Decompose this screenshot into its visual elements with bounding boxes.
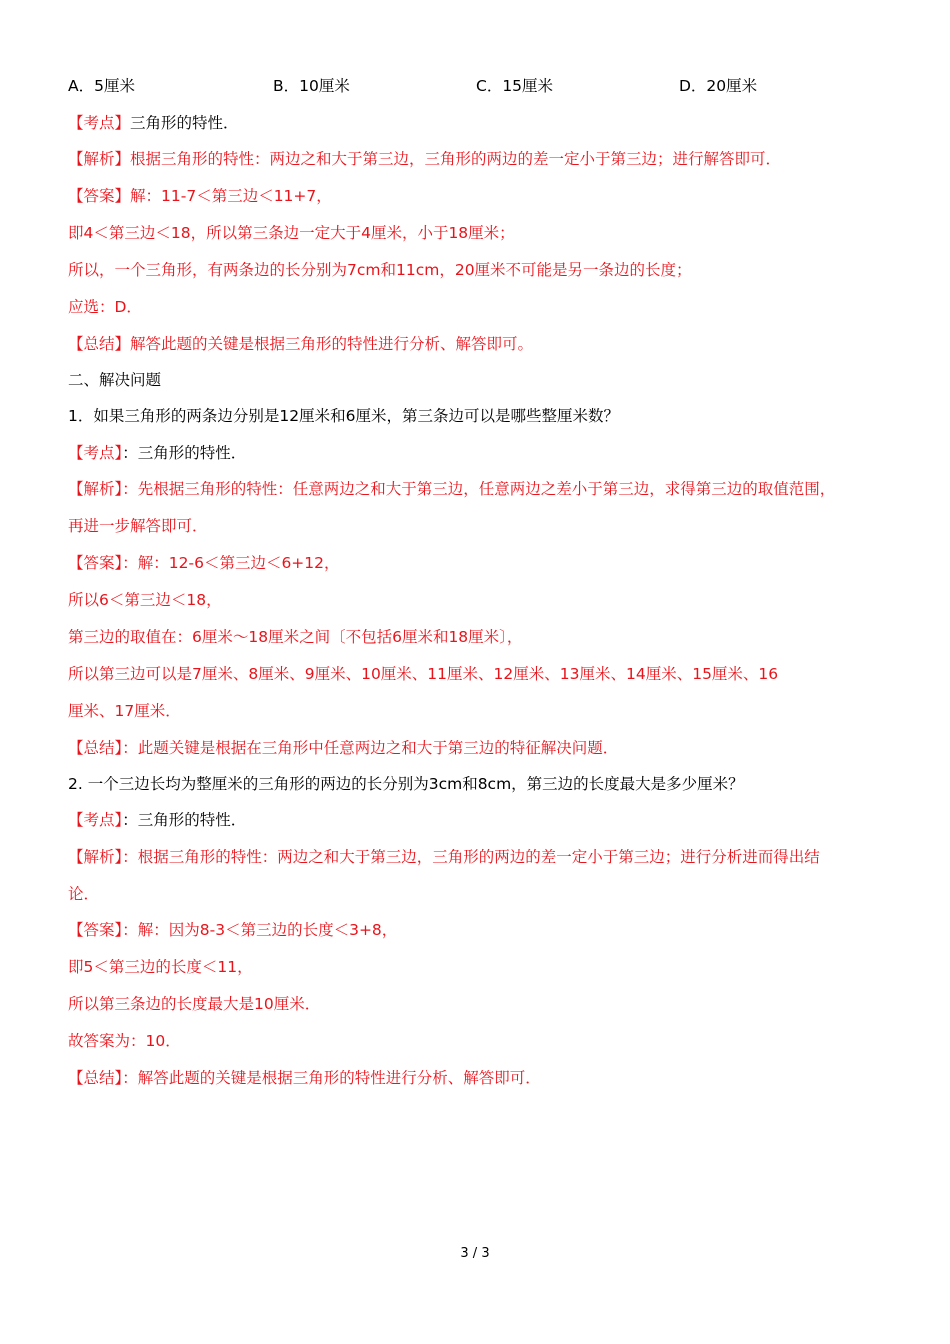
daan-tag: 【答案】 xyxy=(68,187,131,205)
q1-answer-line: 应选：D． xyxy=(68,298,142,316)
option-b: B．10厘米 xyxy=(273,77,350,95)
problem-1-question: 1．如果三角形的两条边分别是12厘米和6厘米，第三条边可以是哪些整厘米数？ xyxy=(68,407,619,425)
zongjie-text: ：此题关键是根据在三角形中任意两边之和大于第三边的特征解决问题． xyxy=(122,739,619,757)
p2-answer-line: 即5＜第三边的长度＜11， xyxy=(68,958,253,976)
kaodian-text: ：三角形的特性． xyxy=(122,444,247,462)
p1-jiexi xyxy=(68,479,835,499)
kaodian-text: ：三角形的特性． xyxy=(122,811,247,829)
daan-text: ：解：12-6＜第三边＜6+12， xyxy=(122,554,340,572)
daan-text: 解：11-7＜第三边＜11+7， xyxy=(130,187,332,205)
kaodian-tag: 【考点】 xyxy=(68,811,123,829)
q1-answer-line: 所以，一个三角形，有两条边的长分别为7cm和11cm，20厘米不可能是另一条边的长度； xyxy=(68,261,692,279)
zongjie-text: 解答此题的关键是根据三角形的特性进行分析、解答即可。 xyxy=(130,335,534,353)
p1-answer-line: 所以第三边可以是7厘米、8厘米、9厘米、10厘米、11厘米、12厘米、13厘米、14厘米、15厘米、16 xyxy=(68,665,779,683)
p2-answer-line: 所以第三条边的长度最大是10厘米． xyxy=(68,995,321,1013)
p1-kaodian xyxy=(68,443,246,463)
kaodian-tag: 【考点】 xyxy=(68,114,131,132)
page-number: 3 / 3 xyxy=(460,1246,490,1261)
jiexi-tag: 【解析】 xyxy=(68,150,131,168)
daan-tag: 【答案】 xyxy=(68,921,123,939)
p1-answer-line: 厘米、17厘米． xyxy=(68,702,181,720)
p2-zongjie xyxy=(68,1068,541,1088)
section-heading: 二、解决问题 xyxy=(68,371,162,389)
p2-jiexi-cont: 论． xyxy=(68,885,100,903)
option-a: A．5厘米 xyxy=(68,77,135,95)
q1-answer-line: 即4＜第三边＜18，所以第三条边一定大于4厘米，小于18厘米； xyxy=(68,224,515,242)
kaodian-text: 三角形的特性． xyxy=(130,114,239,132)
p1-answer-line: 第三边的取值在：6厘米～18厘米之间〔不包括6厘米和18厘米〕， xyxy=(68,628,523,646)
jiexi-text: ：先根据三角形的特性：任意两边之和大于第三边，任意两边之差小于第三边，求得第三边的取值范围， xyxy=(122,480,836,498)
daan-text: ：解：因为8-3＜第三边的长度＜3+8， xyxy=(122,921,398,939)
p1-zongjie xyxy=(68,738,618,758)
option-d: D．20厘米 xyxy=(679,77,758,95)
q1-jiexi xyxy=(68,149,781,169)
jiexi-tag: 【解析】 xyxy=(68,848,123,866)
jiexi-tag: 【解析】 xyxy=(68,480,123,498)
zongjie-text: ：解答此题的关键是根据三角形的特性进行分析、解答即可． xyxy=(122,1069,541,1087)
q1-kaodian xyxy=(68,113,239,133)
option-c: C．15厘米 xyxy=(476,77,554,95)
zongjie-tag: 【总结】 xyxy=(68,1069,123,1087)
problem-2-question: 2. 一个三边长均为整厘米的三角形的两边的长分别为3cm和8cm，第三边的长度最大是多少厘米？ xyxy=(68,775,744,793)
q1-daan xyxy=(68,186,332,206)
jiexi-text: 根据三角形的特性：两边之和大于第三边，三角形的两边的差一定小于第三边；进行解答即可． xyxy=(130,150,782,168)
zongjie-tag: 【总结】 xyxy=(68,335,131,353)
daan-tag: 【答案】 xyxy=(68,554,123,572)
p2-kaodian xyxy=(68,810,246,830)
p1-answer-line: 所以6＜第三边＜18， xyxy=(68,591,222,609)
kaodian-tag: 【考点】 xyxy=(68,444,123,462)
zongjie-tag: 【总结】 xyxy=(68,739,123,757)
p1-jiexi-cont: 再进一步解答即可． xyxy=(68,517,208,535)
p2-jiexi xyxy=(68,847,820,867)
p1-daan xyxy=(68,553,340,573)
jiexi-text: ：根据三角形的特性：两边之和大于第三边，三角形的两边的差一定小于第三边；进行分析进而得出结 xyxy=(122,848,820,866)
p2-daan xyxy=(68,920,397,940)
q1-zongjie xyxy=(68,334,533,354)
p2-answer-line: 故答案为：10． xyxy=(68,1032,181,1050)
